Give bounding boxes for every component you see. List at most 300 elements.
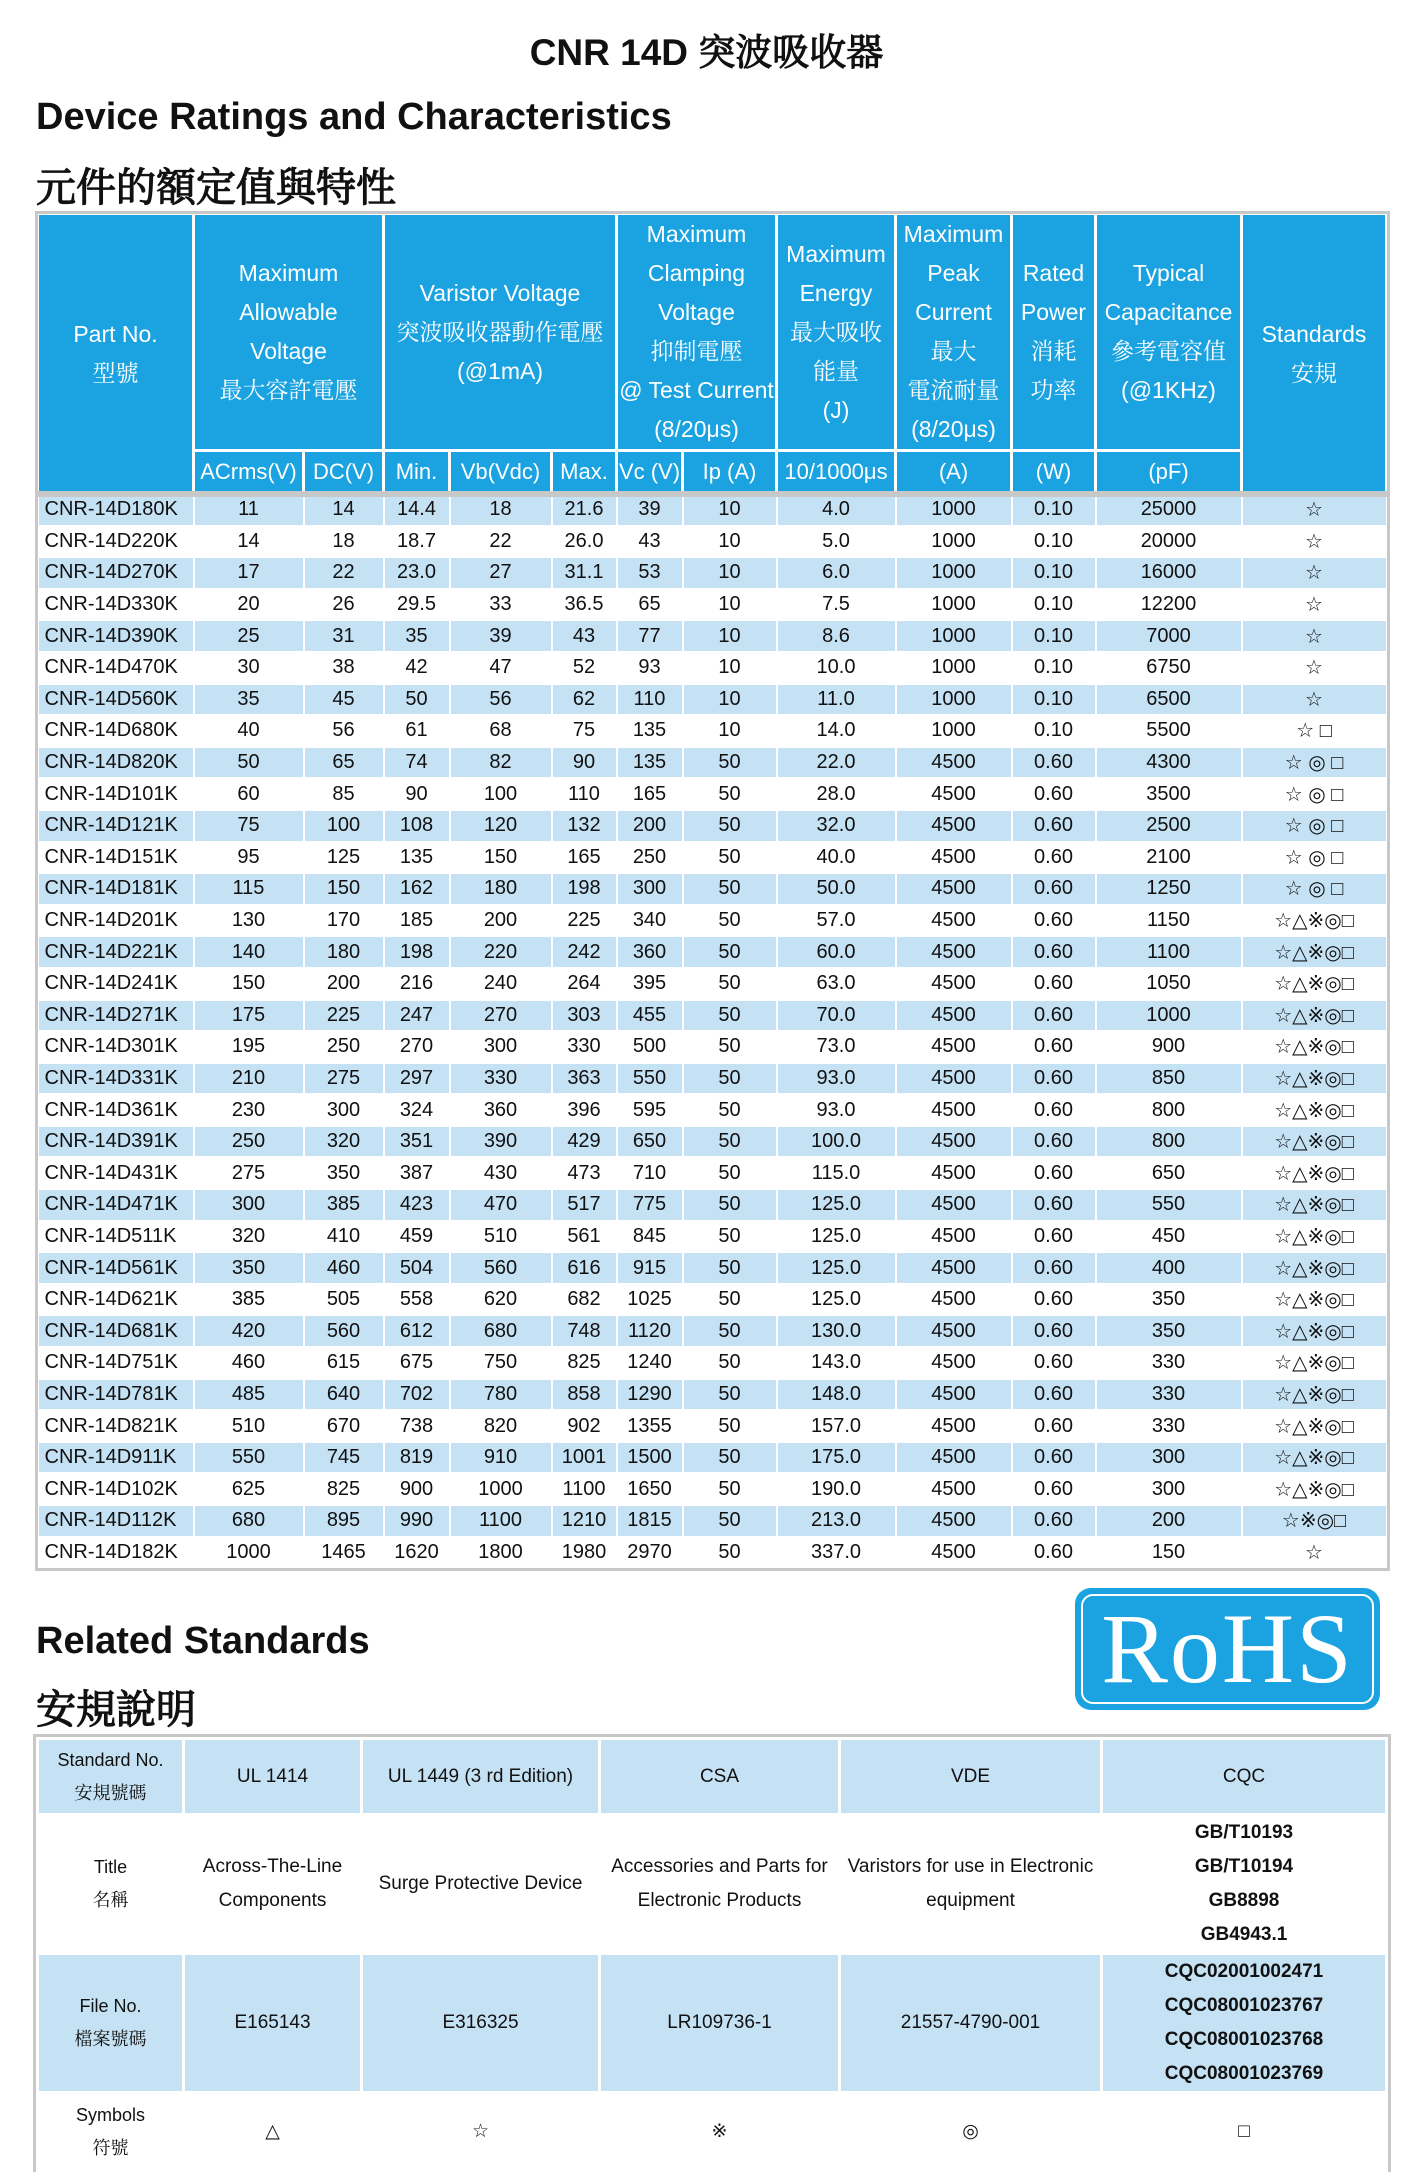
standards-section-title-en: Related Standards	[36, 1620, 370, 1662]
title-ul1414: Across-The-Line Components	[184, 1815, 362, 1954]
cell-peak-current: 4500	[896, 1505, 1012, 1537]
cell-part-no: CNR-14D181K	[38, 873, 194, 905]
cell-vb-max: 52	[552, 652, 617, 684]
cell-dc: 56	[304, 715, 384, 747]
cell-ip: 50	[683, 1505, 777, 1537]
cell-standards: ☆△※◎□	[1242, 1347, 1387, 1379]
standard-csa: CSA	[600, 1739, 840, 1815]
cell-vb-min: 247	[384, 1000, 450, 1032]
table-row	[38, 1189, 1387, 1221]
cell-acrms: 230	[194, 1094, 304, 1126]
symbol-star-icon: ☆	[362, 2093, 600, 2171]
cell-vb-max: 198	[552, 873, 617, 905]
cell-part-no: CNR-14D821K	[38, 1410, 194, 1442]
ratings-table	[36, 212, 1388, 1569]
cell-vb-min: 738	[384, 1410, 450, 1442]
cell-vc: 1815	[617, 1505, 683, 1537]
cell-standards: ☆△※◎□	[1242, 936, 1387, 968]
cell-power: 0.60	[1012, 1505, 1096, 1537]
cell-energy: 11.0	[777, 684, 896, 716]
table-row	[38, 1442, 1387, 1474]
cell-peak-current: 4500	[896, 1126, 1012, 1158]
cell-dc: 745	[304, 1442, 384, 1474]
cell-energy: 57.0	[777, 905, 896, 937]
cell-energy: 93.0	[777, 1094, 896, 1126]
cell-peak-current: 4500	[896, 905, 1012, 937]
cell-ip: 50	[683, 1252, 777, 1284]
cell-power: 0.60	[1012, 968, 1096, 1000]
cell-vb: 430	[450, 1157, 552, 1189]
cell-vb-min: 990	[384, 1505, 450, 1537]
cell-dc: 200	[304, 968, 384, 1000]
cell-acrms: 30	[194, 652, 304, 684]
cell-vb-min: 1620	[384, 1537, 450, 1569]
cell-energy: 63.0	[777, 968, 896, 1000]
cell-vc: 93	[617, 652, 683, 684]
cell-ip: 10	[683, 620, 777, 652]
cell-dc: 31	[304, 620, 384, 652]
cell-power: 0.10	[1012, 652, 1096, 684]
cell-dc: 385	[304, 1189, 384, 1221]
file-csa: LR109736-1	[600, 1954, 840, 2093]
cell-peak-current: 1000	[896, 557, 1012, 589]
cell-peak-current: 4500	[896, 747, 1012, 779]
cell-part-no: CNR-14D101K	[38, 778, 194, 810]
cell-dc: 225	[304, 1000, 384, 1032]
cell-capacitance: 5500	[1096, 715, 1242, 747]
subheader-peak: (A)	[896, 451, 1012, 494]
cell-vb: 300	[450, 1031, 552, 1063]
title-csa: Accessories and Parts for Electronic Products	[600, 1815, 840, 1954]
table-row	[38, 810, 1387, 842]
cell-power: 0.60	[1012, 842, 1096, 874]
title-cqc: GB/T10193 GB/T10194 GB8898 GB4943.1	[1102, 1815, 1387, 1954]
cell-dc: 85	[304, 778, 384, 810]
table-row	[38, 715, 1387, 747]
cell-vc: 845	[617, 1221, 683, 1253]
cell-vb-max: 825	[552, 1347, 617, 1379]
cell-acrms: 115	[194, 873, 304, 905]
cell-vb: 390	[450, 1126, 552, 1158]
cell-ip: 50	[683, 810, 777, 842]
cell-dc: 670	[304, 1410, 384, 1442]
cell-vc: 135	[617, 715, 683, 747]
cell-capacitance: 400	[1096, 1252, 1242, 1284]
cell-vb: 200	[450, 905, 552, 937]
cell-vb-min: 35	[384, 620, 450, 652]
cell-vb: 1100	[450, 1505, 552, 1537]
table-row	[38, 842, 1387, 874]
cell-peak-current: 4500	[896, 1379, 1012, 1411]
cell-ip: 50	[683, 1442, 777, 1474]
cell-acrms: 175	[194, 1000, 304, 1032]
table-row	[38, 1221, 1387, 1253]
cell-part-no: CNR-14D180K	[38, 494, 194, 526]
cell-standards: ☆△※◎□	[1242, 1094, 1387, 1126]
cell-acrms: 11	[194, 494, 304, 526]
cell-energy: 32.0	[777, 810, 896, 842]
cell-peak-current: 4500	[896, 1063, 1012, 1095]
ratings-header-row	[38, 214, 1387, 451]
cell-part-no: CNR-14D820K	[38, 747, 194, 779]
cell-acrms: 550	[194, 1442, 304, 1474]
cell-ip: 50	[683, 1537, 777, 1569]
cell-acrms: 75	[194, 810, 304, 842]
cell-dc: 150	[304, 873, 384, 905]
cell-vc: 550	[617, 1063, 683, 1095]
cell-ip: 10	[683, 652, 777, 684]
cell-part-no: CNR-14D121K	[38, 810, 194, 842]
header-standards: Standards 安規	[1242, 214, 1387, 494]
cell-vb: 240	[450, 968, 552, 1000]
table-row	[38, 1505, 1387, 1537]
cell-energy: 130.0	[777, 1315, 896, 1347]
cell-vb: 680	[450, 1315, 552, 1347]
table-row	[38, 1284, 1387, 1316]
cell-vb-min: 423	[384, 1189, 450, 1221]
header-rated-power: Rated Power 消耗 功率	[1012, 214, 1096, 451]
file-ul1449: E316325	[362, 1954, 600, 2093]
cell-peak-current: 1000	[896, 620, 1012, 652]
cell-ip: 50	[683, 1284, 777, 1316]
cell-vc: 39	[617, 494, 683, 526]
cell-ip: 50	[683, 1379, 777, 1411]
cell-vb: 1800	[450, 1537, 552, 1569]
cell-energy: 22.0	[777, 747, 896, 779]
cell-part-no: CNR-14D470K	[38, 652, 194, 684]
cell-ip: 50	[683, 1031, 777, 1063]
cell-acrms: 350	[194, 1252, 304, 1284]
cell-vc: 200	[617, 810, 683, 842]
cell-vb: 180	[450, 873, 552, 905]
cell-vb-min: 324	[384, 1094, 450, 1126]
cell-vb-max: 429	[552, 1126, 617, 1158]
cell-vb-min: 162	[384, 873, 450, 905]
cell-standards: ☆△※◎□	[1242, 1379, 1387, 1411]
cell-capacitance: 1250	[1096, 873, 1242, 905]
header-clamping-voltage: Maximum Clamping Voltage 抑制電壓 @ Test Current (8/20μs)	[617, 214, 777, 451]
table-row	[38, 494, 1387, 526]
cell-ip: 50	[683, 936, 777, 968]
cell-vc: 395	[617, 968, 683, 1000]
cell-dc: 895	[304, 1505, 384, 1537]
cell-peak-current: 1000	[896, 652, 1012, 684]
cell-energy: 93.0	[777, 1063, 896, 1095]
cell-power: 0.60	[1012, 1221, 1096, 1253]
cell-standards: ☆△※◎□	[1242, 1000, 1387, 1032]
label-standard-no: Standard No. 安規號碼	[38, 1739, 184, 1815]
cell-ip: 50	[683, 747, 777, 779]
cell-vb-min: 297	[384, 1063, 450, 1095]
cell-dc: 38	[304, 652, 384, 684]
title-ul1449: Surge Protective Device	[362, 1815, 600, 1954]
cell-dc: 125	[304, 842, 384, 874]
cell-vb-min: 90	[384, 778, 450, 810]
cell-standards: ☆△※◎□	[1242, 1284, 1387, 1316]
cell-vb: 510	[450, 1221, 552, 1253]
cell-ip: 50	[683, 1189, 777, 1221]
cell-capacitance: 200	[1096, 1505, 1242, 1537]
cell-capacitance: 450	[1096, 1221, 1242, 1253]
standards-row-title	[38, 1815, 1387, 1954]
cell-vc: 1290	[617, 1379, 683, 1411]
cell-peak-current: 4500	[896, 1315, 1012, 1347]
header-capacitance: Typical Capacitance 參考電容值 (@1KHz)	[1096, 214, 1242, 451]
cell-power: 0.60	[1012, 1031, 1096, 1063]
cell-vb-min: 42	[384, 652, 450, 684]
cell-power: 0.60	[1012, 1410, 1096, 1442]
cell-acrms: 95	[194, 842, 304, 874]
cell-standards: ☆△※◎□	[1242, 1252, 1387, 1284]
cell-vb: 27	[450, 557, 552, 589]
cell-peak-current: 4500	[896, 842, 1012, 874]
cell-dc: 250	[304, 1031, 384, 1063]
subheader-min: Min.	[384, 451, 450, 494]
cell-vb-max: 21.6	[552, 494, 617, 526]
cell-vb: 56	[450, 684, 552, 716]
cell-energy: 125.0	[777, 1252, 896, 1284]
cell-part-no: CNR-14D560K	[38, 684, 194, 716]
cell-part-no: CNR-14D201K	[38, 905, 194, 937]
cell-acrms: 385	[194, 1284, 304, 1316]
table-row	[38, 1537, 1387, 1569]
cell-ip: 50	[683, 1410, 777, 1442]
cell-peak-current: 4500	[896, 1537, 1012, 1569]
cell-part-no: CNR-14D561K	[38, 1252, 194, 1284]
cell-dc: 100	[304, 810, 384, 842]
rohs-logo	[1075, 1588, 1380, 1710]
cell-vb-min: 387	[384, 1157, 450, 1189]
cell-part-no: CNR-14D511K	[38, 1221, 194, 1253]
cell-ip: 50	[683, 873, 777, 905]
cell-capacitance: 6750	[1096, 652, 1242, 684]
cell-vb: 150	[450, 842, 552, 874]
cell-ip: 10	[683, 557, 777, 589]
label-symbols: Symbols 符號	[38, 2093, 184, 2171]
cell-power: 0.60	[1012, 1157, 1096, 1189]
cell-standards: ☆△※◎□	[1242, 1473, 1387, 1505]
cell-power: 0.60	[1012, 936, 1096, 968]
cell-vc: 77	[617, 620, 683, 652]
subheader-energy: 10/1000μs	[777, 451, 896, 494]
cell-energy: 50.0	[777, 873, 896, 905]
cell-vb-min: 135	[384, 842, 450, 874]
cell-vb-max: 1980	[552, 1537, 617, 1569]
cell-energy: 5.0	[777, 526, 896, 558]
cell-vc: 53	[617, 557, 683, 589]
table-row	[38, 1063, 1387, 1095]
cell-vb-min: 74	[384, 747, 450, 779]
cell-power: 0.60	[1012, 1315, 1096, 1347]
cell-standards: ☆ ◎ □	[1242, 873, 1387, 905]
cell-vb-max: 43	[552, 620, 617, 652]
cell-vb-max: 473	[552, 1157, 617, 1189]
subheader-dc: DC(V)	[304, 451, 384, 494]
cell-vb-max: 303	[552, 1000, 617, 1032]
cell-vc: 500	[617, 1031, 683, 1063]
cell-vb-max: 31.1	[552, 557, 617, 589]
cell-dc: 460	[304, 1252, 384, 1284]
cell-energy: 337.0	[777, 1537, 896, 1569]
cell-capacitance: 25000	[1096, 494, 1242, 526]
cell-power: 0.60	[1012, 1094, 1096, 1126]
cell-part-no: CNR-14D390K	[38, 620, 194, 652]
cell-vb-max: 748	[552, 1315, 617, 1347]
cell-ip: 10	[683, 589, 777, 621]
ratings-subheader-row	[38, 451, 1387, 494]
table-row	[38, 684, 1387, 716]
cell-peak-current: 4500	[896, 1284, 1012, 1316]
cell-vb: 620	[450, 1284, 552, 1316]
cell-vc: 455	[617, 1000, 683, 1032]
cell-ip: 10	[683, 715, 777, 747]
subheader-vb: Vb(Vdc)	[450, 451, 552, 494]
table-row	[38, 747, 1387, 779]
cell-power: 0.60	[1012, 1537, 1096, 1569]
cell-vc: 915	[617, 1252, 683, 1284]
cell-energy: 73.0	[777, 1031, 896, 1063]
cell-power: 0.60	[1012, 1126, 1096, 1158]
standard-vde: VDE	[840, 1739, 1102, 1815]
cell-power: 0.60	[1012, 778, 1096, 810]
cell-energy: 60.0	[777, 936, 896, 968]
cell-capacitance: 1050	[1096, 968, 1242, 1000]
cell-peak-current: 4500	[896, 936, 1012, 968]
cell-vb: 120	[450, 810, 552, 842]
cell-ip: 50	[683, 1000, 777, 1032]
cell-dc: 320	[304, 1126, 384, 1158]
cell-vb: 68	[450, 715, 552, 747]
cell-dc: 410	[304, 1221, 384, 1253]
cell-vc: 65	[617, 589, 683, 621]
cell-capacitance: 150	[1096, 1537, 1242, 1569]
cell-acrms: 485	[194, 1379, 304, 1411]
cell-vb-max: 1100	[552, 1473, 617, 1505]
subheader-vc: Vc (V)	[617, 451, 683, 494]
cell-part-no: CNR-14D781K	[38, 1379, 194, 1411]
cell-standards: ☆	[1242, 684, 1387, 716]
cell-capacitance: 4300	[1096, 747, 1242, 779]
symbol-bullseye-icon: ◎	[840, 2093, 1102, 2171]
cell-power: 0.60	[1012, 810, 1096, 842]
cell-vc: 595	[617, 1094, 683, 1126]
cell-energy: 7.5	[777, 589, 896, 621]
cell-standards: ☆	[1242, 620, 1387, 652]
cell-dc: 18	[304, 526, 384, 558]
cell-dc: 14	[304, 494, 384, 526]
table-row	[38, 1157, 1387, 1189]
cell-power: 0.10	[1012, 526, 1096, 558]
table-row	[38, 905, 1387, 937]
cell-standards: ☆△※◎□	[1242, 1189, 1387, 1221]
cell-vb-max: 242	[552, 936, 617, 968]
cell-peak-current: 4500	[896, 810, 1012, 842]
cell-energy: 125.0	[777, 1189, 896, 1221]
cell-energy: 175.0	[777, 1442, 896, 1474]
standard-ul1414: UL 1414	[184, 1739, 362, 1815]
cell-vb-min: 50	[384, 684, 450, 716]
cell-standards: ☆ □	[1242, 715, 1387, 747]
cell-power: 0.60	[1012, 1473, 1096, 1505]
cell-vb: 18	[450, 494, 552, 526]
cell-dc: 45	[304, 684, 384, 716]
file-vde: 21557-4790-001	[840, 1954, 1102, 2093]
cell-vb-min: 675	[384, 1347, 450, 1379]
cell-standards: ☆△※◎□	[1242, 1126, 1387, 1158]
cell-acrms: 130	[194, 905, 304, 937]
cell-capacitance: 300	[1096, 1473, 1242, 1505]
cell-vb-max: 132	[552, 810, 617, 842]
cell-vc: 1500	[617, 1442, 683, 1474]
cell-standards: ☆	[1242, 1537, 1387, 1569]
cell-power: 0.10	[1012, 715, 1096, 747]
cell-ip: 10	[683, 684, 777, 716]
cell-dc: 560	[304, 1315, 384, 1347]
standard-ul1449: UL 1449 (3 rd Edition)	[362, 1739, 600, 1815]
cell-vb-min: 14.4	[384, 494, 450, 526]
cell-part-no: CNR-14D182K	[38, 1537, 194, 1569]
cell-energy: 6.0	[777, 557, 896, 589]
cell-vb-min: 504	[384, 1252, 450, 1284]
cell-vb-max: 616	[552, 1252, 617, 1284]
cell-acrms: 210	[194, 1063, 304, 1095]
cell-energy: 213.0	[777, 1505, 896, 1537]
cell-standards: ☆ ◎ □	[1242, 810, 1387, 842]
cell-peak-current: 4500	[896, 1410, 1012, 1442]
cell-part-no: CNR-14D112K	[38, 1505, 194, 1537]
cell-energy: 125.0	[777, 1284, 896, 1316]
ratings-section-title-en: Device Ratings and Characteristics	[36, 96, 672, 138]
rohs-text: RoHS	[1101, 1593, 1354, 1704]
table-row	[38, 1315, 1387, 1347]
cell-vb-max: 62	[552, 684, 617, 716]
cell-vb-min: 702	[384, 1379, 450, 1411]
standards-row-symbols	[38, 2093, 1387, 2171]
cell-part-no: CNR-14D221K	[38, 936, 194, 968]
cell-ip: 10	[683, 526, 777, 558]
file-cqc: CQC02001002471 CQC08001023767 CQC08001023768 CQC08001023769	[1102, 1954, 1387, 2093]
cell-peak-current: 4500	[896, 1000, 1012, 1032]
cell-vb: 82	[450, 747, 552, 779]
cell-power: 0.60	[1012, 1442, 1096, 1474]
cell-vc: 135	[617, 747, 683, 779]
symbol-square-icon: □	[1102, 2093, 1387, 2171]
table-row	[38, 1126, 1387, 1158]
cell-part-no: CNR-14D391K	[38, 1126, 194, 1158]
cell-vc: 2970	[617, 1537, 683, 1569]
standards-table	[36, 1737, 1388, 2172]
cell-energy: 28.0	[777, 778, 896, 810]
table-row	[38, 557, 1387, 589]
cell-energy: 40.0	[777, 842, 896, 874]
cell-dc: 350	[304, 1157, 384, 1189]
cell-acrms: 195	[194, 1031, 304, 1063]
title-vde: Varistors for use in Electronic equipment	[840, 1815, 1102, 1954]
cell-vb-min: 459	[384, 1221, 450, 1253]
cell-part-no: CNR-14D621K	[38, 1284, 194, 1316]
cell-energy: 190.0	[777, 1473, 896, 1505]
cell-capacitance: 16000	[1096, 557, 1242, 589]
cell-power: 0.60	[1012, 1000, 1096, 1032]
symbol-reference-mark-icon: ※	[600, 2093, 840, 2171]
cell-power: 0.60	[1012, 873, 1096, 905]
cell-standards: ☆ ◎ □	[1242, 778, 1387, 810]
cell-standards: ☆	[1242, 494, 1387, 526]
cell-power: 0.60	[1012, 905, 1096, 937]
cell-power: 0.60	[1012, 1189, 1096, 1221]
standards-row-file-no	[38, 1954, 1387, 2093]
cell-vb-min: 23.0	[384, 557, 450, 589]
